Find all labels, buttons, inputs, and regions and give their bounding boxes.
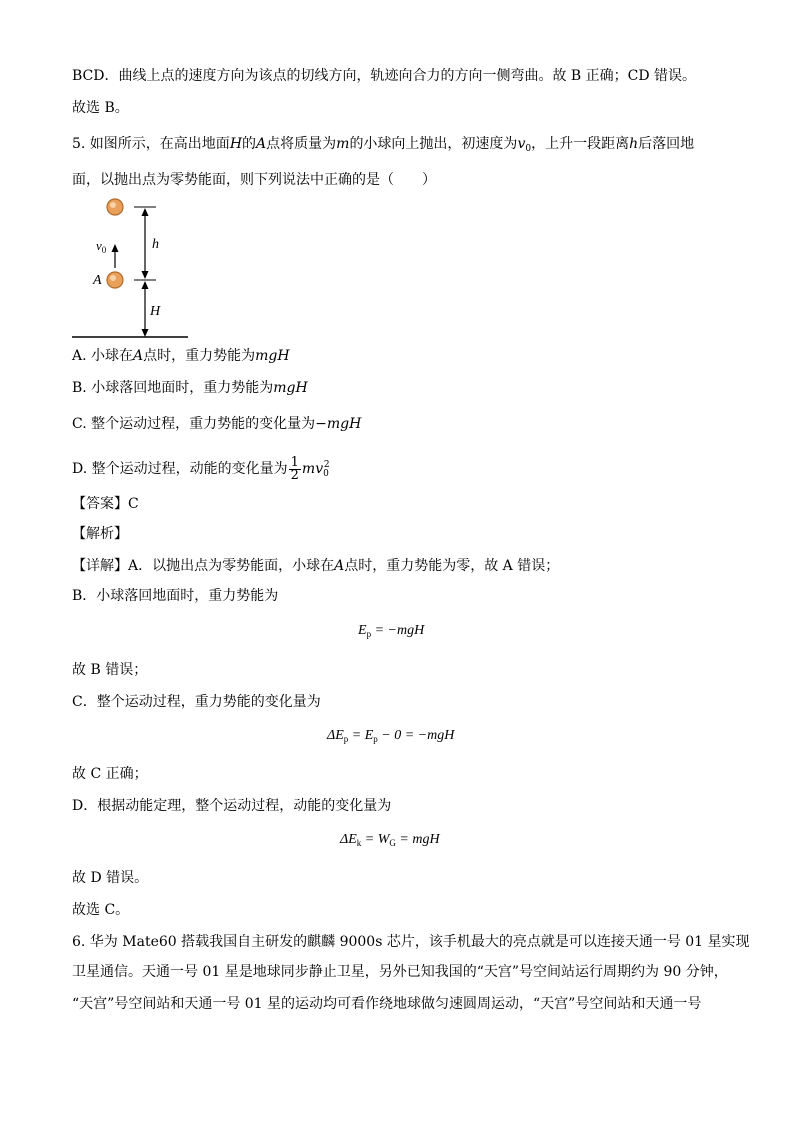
label-H: H <box>150 304 161 319</box>
label-A: A <box>93 273 102 288</box>
equation-delta-ep: $\Delta E_p = E_p - 0 = -mgH$ <box>327 728 455 744</box>
detail-b: B．小球落回地面时，重力势能为 <box>72 588 279 604</box>
q5-figure <box>72 194 202 346</box>
q5-stem-line1: 5. 如图所示，在高出地面H的A点将质量为m的小球向上抛出，初速度为$v_0$，上升一段距离h后落回地 <box>72 136 695 154</box>
detail-c-conclusion: 故 C 正确； <box>72 766 148 782</box>
option-a: A. 小球在A点时，重力势能为mgH <box>72 348 290 364</box>
q4-conclusion: 故选 B。 <box>72 100 129 116</box>
analysis-label: 【解析】 <box>72 526 128 542</box>
detail-b-conclusion: 故 B 错误； <box>72 662 148 678</box>
equation-ep: $E_p = -mgH$ <box>358 623 425 639</box>
q5-stem-line2: 面，以抛出点为零势能面，则下列说法中正确的是（ ） <box>72 172 436 188</box>
detail-a: 【详解】A．以抛出点为零势能面，小球在A点时，重力势能为零，故 A 错误； <box>72 558 560 574</box>
equation-delta-ek: $\Delta E_k = W_G$ = mgH <box>340 832 440 848</box>
q6-stem-line2: 卫星通信。天通一号 01 星是地球同步静止卫星，另外已知我国的“天宫”号空间站运行周期约为 90 分钟， <box>72 964 728 980</box>
option-c: C. 整个运动过程，重力势能的变化量为−mgH <box>72 416 362 432</box>
q6-stem-line1: 6. 华为 Mate60 搭载我国自主研发的麒麟 9000s 芯片，该手机最大的亮点就是可以连接天通一号 01 星实现 <box>72 934 750 950</box>
q6-stem-line3: “天宫”号空间站和天通一号 01 星的运动均可看作绕地球做匀速圆周运动，“天宫”号空间站和天通一号 <box>72 996 702 1012</box>
option-d: D. 整个运动过程，动能的变化量为 $\frac{1}{2}$ $mv_0^2$ <box>72 454 330 483</box>
label-h: h <box>152 237 159 252</box>
label-v0: $v_0$ <box>96 238 107 255</box>
option-b: B. 小球落回地面时，重力势能为mgH <box>72 380 308 396</box>
detail-d-conclusion: 故 D 错误。 <box>72 870 149 886</box>
fraction-half: $\frac{1}{2}$ <box>290 454 299 483</box>
detail-c: C．整个运动过程，重力势能的变化量为 <box>72 694 321 710</box>
answer-line: 【答案】C <box>72 496 139 512</box>
q4-solution-line: BCD．曲线上点的速度方向为该点的切线方向，轨迹向合力的方向一侧弯曲。故 B 正确；CD 错误。 <box>72 68 697 84</box>
detail-d: D．根据动能定理，整个运动过程，动能的变化量为 <box>72 798 392 814</box>
q5-choose: 故选 C。 <box>72 902 130 918</box>
